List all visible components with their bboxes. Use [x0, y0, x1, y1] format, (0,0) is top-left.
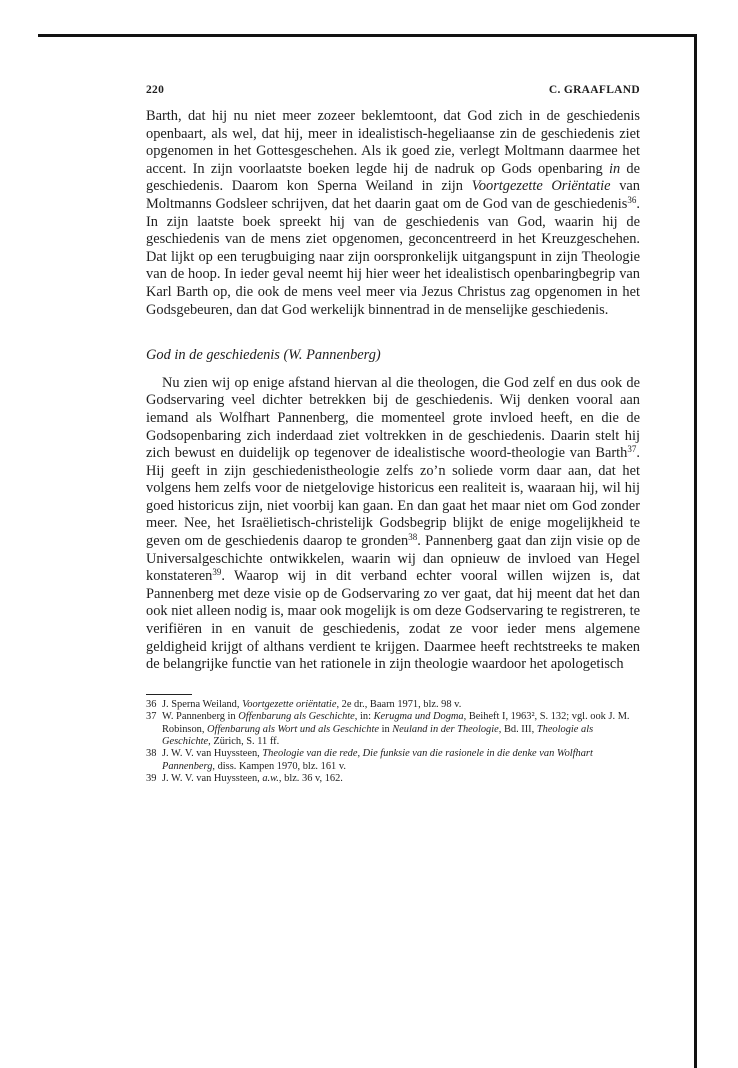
text-run: . Hij geeft in zijn geschiedenistheologie zelfs zo’n soliede vorm daar aan, dat het volgens hem zelfs voor de nietgelovige historicus een realiteit is, waaraan hij, wil hij goed historicus zijn, niet voorbij kan gaan. En dan gaat het maar niet om God zonder meer. Nee, het Israëlietisch-christelijk Godsbegrip blijkt de enige mogelijkheid te geven om de geschiedenis daarop te gronden — [146, 445, 640, 550]
footnote — [146, 699, 640, 711]
text-run: , 2e dr., Baarn 1971, blz. 98 v. — [336, 698, 462, 710]
footnote — [146, 711, 640, 748]
book-page — [146, 84, 640, 786]
text-run: . Waarop wij in dit verband echter vooral willen wijzen is, dat Pannenberg met deze visie op de Godservaring zo ver gaat, dat hij meent dat het dan ook niet alleen nodig is, maar ook mogelijk is om deze Godservaring te registreren, te verifiëren in en vanuit de geschiedenis, zodat ze voor ieder mens algemene geldigheid krijgt of althans verdient te krijgen. Daarmee heeft rechtstreeks te maken de belangrijke functie van het rationele in zijn theologie waardoor het apologetisch — [146, 568, 640, 673]
text-run: Nu zien wij op enige afstand hiervan al die theologen, die God zelf en dus ook de Godservaring veel dichter betrekken bij de geschiedenis. Wij denken vooral aan iemand als Wolfhart Pannenberg, die momenteel grote invloed heeft, en die de Godsopenbaring zich inderdaad ziet voltrekken in de geschiedenis. Daarin stelt hij zich bewust en duidelijk op tegenover de idealistische woord-theologie van Barth — [146, 374, 640, 462]
italic-run: a.w. — [262, 773, 279, 785]
text-run: . In zijn laatste boek spreekt hij van de geschiedenis van God, waarin hij de geschiedenis van de mens ziet opgenomen, geconcentreerd in het Kreuzgeschehen. Dat lijkt op een terugbuiging naar zijn oorspronkelijk uitgangspunt in zijn Theologie van de hoop. In ieder geval neemt hij hier weer het idealistisch openbaringbegrip van Karl Barth op, die ook de mens veel meer via Jezus Christus zag opgenomen in het Godsgebeuren, dan dat God werkelijk binnentrad in de menselijke geschiedenis. — [146, 195, 640, 318]
italic-run: Neuland in der Theologie — [392, 723, 499, 735]
text-run: in — [378, 723, 393, 735]
section-title: God in de geschiedenis (W. Pannenberg) — [146, 347, 381, 364]
italic-run: Offenbarung als Wort und als Geschichte — [207, 723, 379, 735]
text-run: , diss. Kampen 1970, blz. 161 v. — [212, 760, 346, 772]
paragraph-2 — [146, 375, 640, 674]
page-number: 220 — [146, 84, 165, 96]
italic-run: Voortgezette oriëntatie — [242, 698, 337, 710]
text-run: J. W. V. van Huyssteen, — [162, 773, 263, 785]
text-run: , Zürich, S. 11 ff. — [208, 736, 280, 748]
italic-run: Kerugma und Dogma — [373, 711, 464, 723]
text-run: , Beiheft I, 1963², S. 132; vgl. ook J. M. Robinson, — [162, 711, 630, 735]
text-run: van Moltmanns Godsleer schrijven, dat het daarin gaat om de God van de geschiedenis — [146, 178, 640, 212]
text-run: J. W. V. van Huyssteen, — [162, 748, 263, 760]
running-header — [146, 84, 640, 96]
text-run: Barth, dat hij nu niet meer zozeer beklemtoont, dat God zich in de geschiedenis openbaart, als wel, dat hij, meer in idealistisch-hegeliaanse zin de geschiedenis ziet opgenomen in het Gottesgeschehen. Als ik goed zie, verlegt Moltmann daarmee het accent. In zijn voorlaatste boeken legde hij de nadruk op Gods openbaring — [146, 108, 640, 177]
footnote-number: 37 — [146, 711, 157, 723]
text-run: , in: — [354, 711, 374, 723]
paragraph-1 — [146, 108, 640, 319]
footnote-ref-39: 39 — [212, 567, 222, 578]
text-run: , blz. 36 v, 162. — [278, 773, 343, 785]
text-run: , Bd. III, — [498, 723, 537, 735]
footnote-ref-38: 38 — [408, 532, 418, 543]
text-run: . Pannenberg gaat dan zijn visie op de Universalgeschichte ontwikkelen, waarin wij dan opnieuw de invloed van Hegel konstateren — [146, 533, 641, 585]
text-run: de geschiedenis. Daarom kon Sperna Weiland in zijn — [146, 160, 640, 195]
footnote-rule — [146, 694, 192, 695]
footnote-ref-36: 36 — [627, 194, 637, 205]
italic-run: Voortgezette Oriëntatie — [471, 178, 611, 195]
footnote-text — [162, 699, 640, 711]
footnote-text — [162, 748, 640, 773]
body-text — [146, 108, 640, 674]
text-run: W. Pannenberg in — [162, 711, 239, 723]
footnote-number: 36 — [146, 698, 157, 710]
page-edge-right — [694, 34, 697, 1068]
footnote-number: 39 — [146, 773, 157, 785]
italic-run: in — [608, 160, 621, 177]
italic-run: Theologie als Geschichte — [162, 723, 594, 748]
footnote-number: 38 — [146, 748, 157, 760]
page-edge-top — [38, 34, 696, 37]
footnotes — [146, 699, 640, 786]
running-head-author: C. GRAAFLAND — [548, 84, 640, 96]
footnote-text — [162, 773, 640, 785]
footnote-ref-37: 37 — [627, 444, 637, 455]
italic-run: Offenbarung als Geschichte — [238, 711, 355, 723]
footnote-text — [162, 711, 640, 748]
footnote — [146, 748, 640, 773]
text-run: J. Sperna Weiland, — [162, 698, 243, 710]
italic-run: Theologie van die rede, Die funksie van die rasionele in die denke van Wolfhart Pannenberg — [162, 748, 593, 772]
footnote — [146, 773, 640, 785]
